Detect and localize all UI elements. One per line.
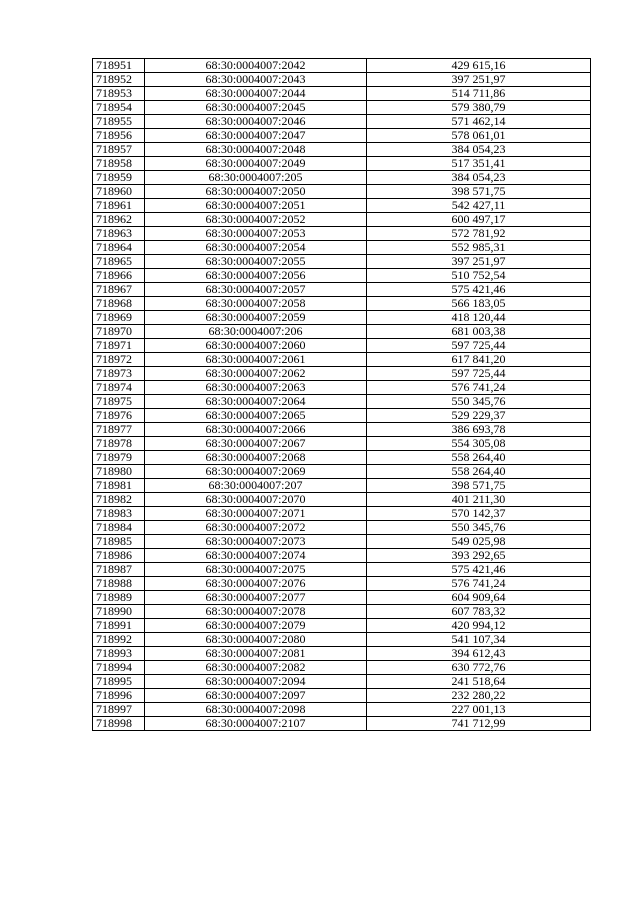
row-number-cell: 718989 [93,591,145,605]
cadastral-value-cell: 558 264,40 [367,451,591,465]
cadastral-value-cell: 576 741,24 [367,577,591,591]
cadastral-value-cell: 571 462,14 [367,115,591,129]
cadastral-number-cell: 68:30:0004007:2074 [145,549,367,563]
cadastral-value-cell: 510 752,54 [367,269,591,283]
table-row [93,717,591,731]
cadastral-number-cell: 68:30:0004007:2057 [145,283,367,297]
table-row [93,451,591,465]
row-number-cell: 718993 [93,647,145,661]
table-row [93,619,591,633]
cadastral-number-cell: 68:30:0004007:205 [145,171,367,185]
table-row [93,381,591,395]
cadastral-number-cell: 68:30:0004007:2094 [145,675,367,689]
cadastral-number-cell: 68:30:0004007:2047 [145,129,367,143]
table-row [93,395,591,409]
row-number-cell: 718990 [93,605,145,619]
row-number-cell: 718954 [93,101,145,115]
table-row [93,185,591,199]
cadastral-number-cell: 68:30:0004007:2078 [145,605,367,619]
cadastral-number-cell: 68:30:0004007:2098 [145,703,367,717]
cadastral-value-cell: 429 615,16 [367,59,591,73]
table-row [93,157,591,171]
table-row [93,647,591,661]
table-row [93,423,591,437]
cadastral-value-cell: 681 003,38 [367,325,591,339]
cadastral-value-cell: 398 571,75 [367,479,591,493]
table-row [93,507,591,521]
row-number-cell: 718987 [93,563,145,577]
cadastral-value-cell: 550 345,76 [367,521,591,535]
cadastral-number-cell: 68:30:0004007:2080 [145,633,367,647]
table-row [93,59,591,73]
row-number-cell: 718978 [93,437,145,451]
row-number-cell: 718956 [93,129,145,143]
row-number-cell: 718975 [93,395,145,409]
row-number-cell: 718994 [93,661,145,675]
cadastral-value-cell: 384 054,23 [367,171,591,185]
cadastral-value-cell: 398 571,75 [367,185,591,199]
cadastral-value-cell: 517 351,41 [367,157,591,171]
table-row [93,409,591,423]
cadastral-number-cell: 68:30:0004007:2064 [145,395,367,409]
cadastral-number-cell: 68:30:0004007:2056 [145,269,367,283]
row-number-cell: 718955 [93,115,145,129]
cadastral-number-cell: 68:30:0004007:2065 [145,409,367,423]
cadastral-value-cell: 579 380,79 [367,101,591,115]
table-row [93,129,591,143]
row-number-cell: 718963 [93,227,145,241]
table-row [93,535,591,549]
cadastral-value-cell: 604 909,64 [367,591,591,605]
cadastral-number-cell: 68:30:0004007:2049 [145,157,367,171]
cadastral-value-cell: 607 783,32 [367,605,591,619]
table-row [93,479,591,493]
cadastral-number-cell: 68:30:0004007:206 [145,325,367,339]
cadastral-number-cell: 68:30:0004007:2042 [145,59,367,73]
table-row [93,703,591,717]
row-number-cell: 718968 [93,297,145,311]
row-number-cell: 718957 [93,143,145,157]
cadastral-value-cell: 232 280,22 [367,689,591,703]
cadastral-number-cell: 68:30:0004007:2055 [145,255,367,269]
row-number-cell: 718977 [93,423,145,437]
cadastral-value-cell: 572 781,92 [367,227,591,241]
cadastral-number-cell: 68:30:0004007:2063 [145,381,367,395]
table-row [93,255,591,269]
row-number-cell: 718969 [93,311,145,325]
cadastral-value-cell: 617 841,20 [367,353,591,367]
table-body [93,59,591,731]
cadastral-value-cell: 566 183,05 [367,297,591,311]
table-row [93,591,591,605]
row-number-cell: 718982 [93,493,145,507]
table-row [93,199,591,213]
cadastral-number-cell: 68:30:0004007:2053 [145,227,367,241]
row-number-cell: 718958 [93,157,145,171]
row-number-cell: 718974 [93,381,145,395]
row-number-cell: 718981 [93,479,145,493]
cadastral-number-cell: 68:30:0004007:2069 [145,465,367,479]
table-row [93,283,591,297]
cadastral-number-cell: 68:30:0004007:2079 [145,619,367,633]
cadastral-value-cell: 575 421,46 [367,563,591,577]
cadastral-value-cell: 397 251,97 [367,73,591,87]
cadastral-value-cell: 241 518,64 [367,675,591,689]
table-row [93,339,591,353]
cadastral-value-cell: 541 107,34 [367,633,591,647]
row-number-cell: 718962 [93,213,145,227]
table-row [93,605,591,619]
row-number-cell: 718995 [93,675,145,689]
row-number-cell: 718997 [93,703,145,717]
cadastral-number-cell: 68:30:0004007:2052 [145,213,367,227]
cadastral-value-cell: 401 211,30 [367,493,591,507]
row-number-cell: 718959 [93,171,145,185]
table-row [93,549,591,563]
table-row [93,493,591,507]
cadastral-number-cell: 68:30:0004007:2046 [145,115,367,129]
table-row [93,367,591,381]
cadastral-number-cell: 68:30:0004007:2048 [145,143,367,157]
cadastral-value-cell: 418 120,44 [367,311,591,325]
cadastral-value-cell: 542 427,11 [367,199,591,213]
table-row [93,465,591,479]
cadastral-value-cell: 597 725,44 [367,367,591,381]
cadastral-value-cell: 386 693,78 [367,423,591,437]
table-row [93,577,591,591]
cadastral-value-cell: 552 985,31 [367,241,591,255]
cadastral-value-cell: 420 994,12 [367,619,591,633]
cadastral-number-cell: 68:30:0004007:2054 [145,241,367,255]
table-row [93,297,591,311]
row-number-cell: 718979 [93,451,145,465]
row-number-cell: 718996 [93,689,145,703]
row-number-cell: 718985 [93,535,145,549]
table-row [93,633,591,647]
row-number-cell: 718992 [93,633,145,647]
cadastral-number-cell: 68:30:0004007:2077 [145,591,367,605]
cadastral-value-cell: 575 421,46 [367,283,591,297]
row-number-cell: 718988 [93,577,145,591]
table-row [93,227,591,241]
cadastral-number-cell: 68:30:0004007:2044 [145,87,367,101]
cadastral-value-cell: 384 054,23 [367,143,591,157]
cadastral-number-cell: 68:30:0004007:2072 [145,521,367,535]
cadastral-value-cell: 514 711,86 [367,87,591,101]
row-number-cell: 718951 [93,59,145,73]
cadastral-number-cell: 68:30:0004007:2070 [145,493,367,507]
cadastral-value-cell: 393 292,65 [367,549,591,563]
table-row [93,325,591,339]
table-row [93,563,591,577]
row-number-cell: 718965 [93,255,145,269]
row-number-cell: 718980 [93,465,145,479]
cadastral-number-cell: 68:30:0004007:2050 [145,185,367,199]
table-row [93,213,591,227]
table-row [93,87,591,101]
table-row [93,143,591,157]
cadastral-value-cell: 227 001,13 [367,703,591,717]
table-row [93,353,591,367]
row-number-cell: 718972 [93,353,145,367]
cadastral-number-cell: 68:30:0004007:2066 [145,423,367,437]
cadastral-number-cell: 68:30:0004007:2076 [145,577,367,591]
row-number-cell: 718970 [93,325,145,339]
row-number-cell: 718983 [93,507,145,521]
row-number-cell: 718967 [93,283,145,297]
cadastral-number-cell: 68:30:0004007:2061 [145,353,367,367]
row-number-cell: 718960 [93,185,145,199]
row-number-cell: 718984 [93,521,145,535]
cadastral-number-cell: 68:30:0004007:2058 [145,297,367,311]
cadastral-number-cell: 68:30:0004007:2045 [145,101,367,115]
cadastral-value-cell: 397 251,97 [367,255,591,269]
cadastral-value-table [92,58,591,731]
row-number-cell: 718961 [93,199,145,213]
cadastral-number-cell: 68:30:0004007:2051 [145,199,367,213]
row-number-cell: 718976 [93,409,145,423]
table-row [93,101,591,115]
cadastral-value-cell: 600 497,17 [367,213,591,227]
row-number-cell: 718973 [93,367,145,381]
cadastral-number-cell: 68:30:0004007:2067 [145,437,367,451]
cadastral-value-cell: 570 142,37 [367,507,591,521]
row-number-cell: 718991 [93,619,145,633]
row-number-cell: 718952 [93,73,145,87]
cadastral-number-cell: 68:30:0004007:2043 [145,73,367,87]
cadastral-number-cell: 68:30:0004007:2060 [145,339,367,353]
table-row [93,115,591,129]
cadastral-number-cell: 68:30:0004007:2059 [145,311,367,325]
cadastral-value-cell: 394 612,43 [367,647,591,661]
table-row [93,661,591,675]
row-number-cell: 718971 [93,339,145,353]
cadastral-value-cell: 549 025,98 [367,535,591,549]
cadastral-value-cell: 578 061,01 [367,129,591,143]
row-number-cell: 718964 [93,241,145,255]
cadastral-number-cell: 68:30:0004007:2082 [145,661,367,675]
row-number-cell: 718966 [93,269,145,283]
cadastral-value-cell: 597 725,44 [367,339,591,353]
table-row [93,437,591,451]
cadastral-number-cell: 68:30:0004007:2075 [145,563,367,577]
cadastral-value-cell: 529 229,37 [367,409,591,423]
cadastral-value-cell: 630 772,76 [367,661,591,675]
cadastral-number-cell: 68:30:0004007:207 [145,479,367,493]
cadastral-value-cell: 550 345,76 [367,395,591,409]
cadastral-number-cell: 68:30:0004007:2062 [145,367,367,381]
table-row [93,311,591,325]
cadastral-value-cell: 558 264,40 [367,465,591,479]
cadastral-number-cell: 68:30:0004007:2081 [145,647,367,661]
table-row [93,171,591,185]
table-row [93,73,591,87]
cadastral-number-cell: 68:30:0004007:2071 [145,507,367,521]
row-number-cell: 718998 [93,717,145,731]
cadastral-number-cell: 68:30:0004007:2097 [145,689,367,703]
table-row [93,241,591,255]
cadastral-number-cell: 68:30:0004007:2107 [145,717,367,731]
row-number-cell: 718986 [93,549,145,563]
cadastral-value-cell: 554 305,08 [367,437,591,451]
table-row [93,269,591,283]
row-number-cell: 718953 [93,87,145,101]
cadastral-value-cell: 576 741,24 [367,381,591,395]
cadastral-number-cell: 68:30:0004007:2073 [145,535,367,549]
table-row [93,689,591,703]
table-row [93,675,591,689]
table-row [93,521,591,535]
cadastral-number-cell: 68:30:0004007:2068 [145,451,367,465]
cadastral-value-cell: 741 712,99 [367,717,591,731]
